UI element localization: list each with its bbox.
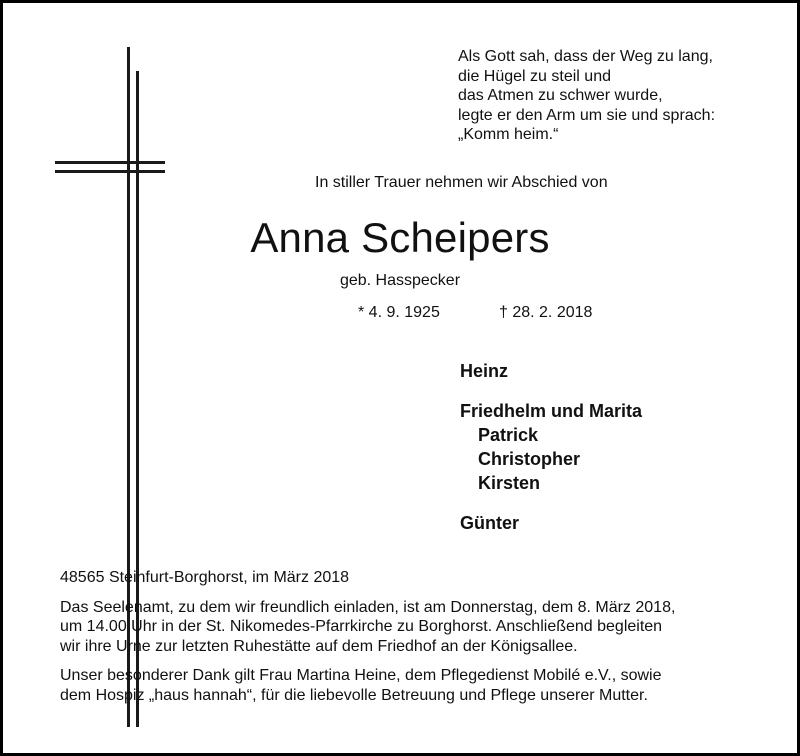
poem-line: die Hügel zu steil und xyxy=(458,67,611,85)
thanks-line: dem Hospiz „haus hannah“, für die liebevolle Betreuung und Pflege unserer Mutter. xyxy=(60,686,648,704)
family-member: Günter xyxy=(460,513,520,533)
thanks-info xyxy=(60,666,675,705)
poem-line: legte er den Arm um sie und sprach: xyxy=(458,106,716,124)
poem-line: das Atmen zu schwer wurde, xyxy=(458,87,663,104)
family-member: Kirsten xyxy=(478,473,541,493)
maiden-name: geb. Hasspecker xyxy=(339,272,461,289)
family-member: Heinz xyxy=(460,361,509,381)
place-date: 48565 Steinfurt-Borghorst, im März 2018 xyxy=(60,569,350,586)
service-line: wir ihre Urne zur letzten Ruhestätte auf dem Friedhof an der Königsallee. xyxy=(60,637,578,655)
poem xyxy=(458,47,715,145)
poem-line: „Komm heim.“ xyxy=(458,126,559,143)
family-list xyxy=(460,359,642,535)
closing-section xyxy=(60,568,675,715)
service-line: um 14.00 Uhr in der St. Nikomedes-Pfarrkirche zu Borghorst. Anschließend begleiten xyxy=(60,618,663,635)
poem-line: Als Gott sah, dass der Weg zu lang, xyxy=(458,48,713,65)
family-member: Friedhelm und Marita xyxy=(460,401,643,421)
service-line: Das Seelenamt, zu dem wir freundlich einladen, ist am Donnerstag, dem 8. März 2018, xyxy=(60,598,676,616)
death-date: † 28. 2. 2018 xyxy=(499,304,593,321)
deceased-name: Anna Scheipers xyxy=(250,214,550,261)
service-info xyxy=(60,598,675,657)
family-member: Christopher xyxy=(478,449,581,469)
intro-text: In stiller Trauer nehmen wir Abschied von xyxy=(315,174,608,191)
thanks-line: Unser besonderer Dank gilt Frau Martina Heine, dem Pflegedienst Mobilé e.V., sowie xyxy=(60,667,662,684)
birth-date: * 4. 9. 1925 xyxy=(358,304,440,321)
family-member: Patrick xyxy=(478,425,539,445)
